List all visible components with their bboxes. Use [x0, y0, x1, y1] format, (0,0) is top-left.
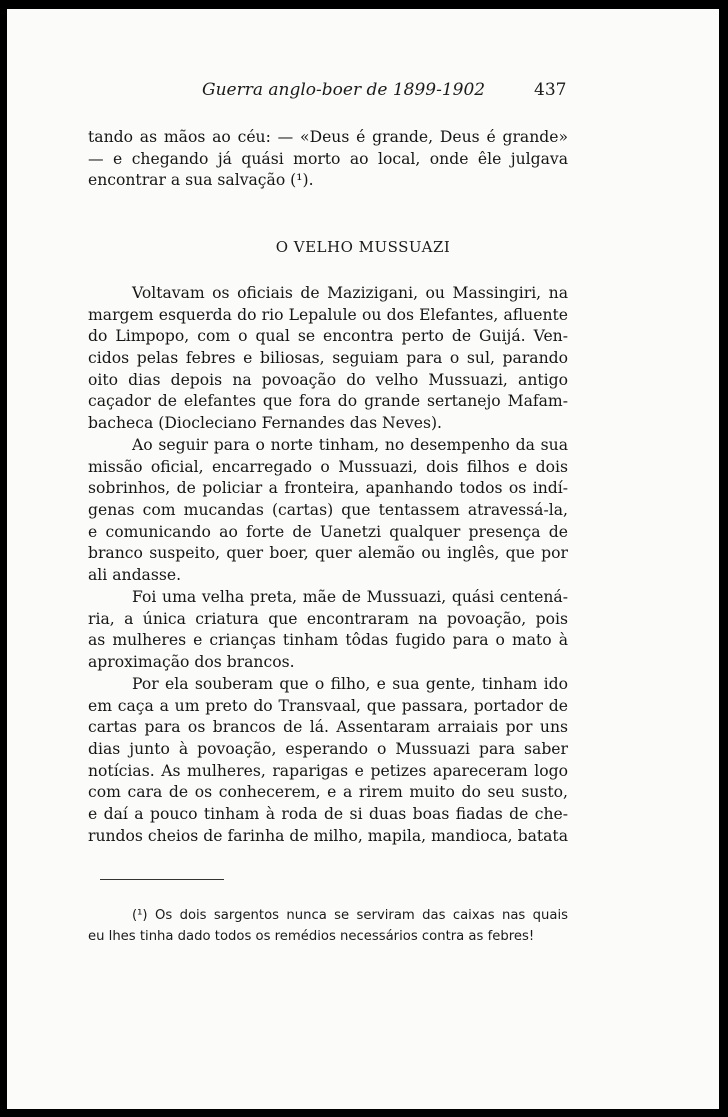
paragraph-1: [88, 283, 568, 435]
text-line: tando as mãos ao céu: — «Deus é grande, Deus é grande»: [88, 128, 568, 146]
text-line: cartas para os brancos de lá. Assentaram arraiais por uns: [88, 718, 568, 737]
text-line: ria, a única criatura que encontraram na povoação, pois: [88, 609, 568, 628]
text-line: encontrar a sua salvação (¹).: [88, 171, 314, 190]
text-line: missão oficial, encarregado o Mussuazi, dois filhos e dois: [88, 457, 568, 476]
text-line: e daí a pouco tinham à roda de si duas boas fiadas de che-: [88, 805, 568, 824]
text-line: aproximação dos brancos.: [88, 653, 295, 672]
text-line: dias junto à povoação, esperando o Mussuazi para saber: [88, 740, 568, 759]
text-line: do Limpopo, com o qual se encontra perto de Guijá. Ven-: [88, 327, 568, 346]
text-line: com cara de os conhecerem, e a rirem muito do seu susto,: [88, 783, 568, 802]
text-line: genas com mucandas (cartas) que tentassem atravessá-la,: [88, 501, 568, 520]
text-line: e comunicando ao forte de Uanetzi qualquer presença de: [88, 522, 568, 541]
intro-paragraph: [88, 127, 568, 192]
text-line: cidos pelas febres e biliosas, seguiam para o sul, parando: [88, 349, 568, 368]
text-line: bacheca (Diocleciano Fernandes das Neves).: [88, 414, 442, 433]
running-title: Guerra anglo-boer de 1899-1902: [202, 80, 486, 100]
page-number: 437: [534, 80, 567, 100]
text-line: oito dias depois na povoação do velho Mussuazi, antigo: [88, 370, 568, 389]
text-line: Ao seguir para o norte tinham, no desempenho da sua: [132, 436, 568, 454]
footnote: [88, 905, 568, 947]
book-page: [7, 9, 719, 1109]
footnote-line: (¹) Os dois sargentos nunca se serviram das caixas nas quais: [132, 908, 568, 923]
text-line: as mulheres e crianças tinham tôdas fugido para o mato à: [88, 631, 568, 650]
footnote-line: eu lhes tinha dado todos os remédios necessários contra as febres!: [88, 929, 535, 944]
text-line: rundos cheios de farinha de milho, mapila, mandioca, batata: [88, 826, 568, 845]
paragraph-2: [88, 435, 568, 587]
text-line: branco suspeito, quer boer, quer alemão ou inglês, que por: [88, 544, 568, 563]
paragraph-3: [88, 587, 568, 674]
text-line: margem esquerda do rio Lepalule ou dos Elefantes, afluente: [88, 305, 568, 324]
text-line: ali andasse.: [88, 566, 182, 585]
text-line: Por ela souberam que o filho, e sua gente, tinham ido: [132, 675, 568, 693]
text-line: — e chegando já quási morto ao local, onde êle julgava: [88, 149, 568, 168]
running-header: [7, 80, 719, 102]
text-line: caçador de elefantes que fora do grande sertanejo Mafam-: [88, 392, 568, 411]
text-line: notícias. As mulheres, raparigas e petizes apareceram logo: [88, 761, 568, 780]
text-line: Voltavam os oficiais de Mazizigani, ou Massingiri, na: [132, 284, 568, 302]
section-heading: O VELHO MUSSUAZI: [275, 238, 451, 256]
text-line: Foi uma velha preta, mãe de Mussuazi, quási centená-: [132, 588, 568, 606]
text-line: em caça a um preto do Transvaal, que passara, portador de: [88, 696, 568, 715]
paragraph-4: [88, 674, 568, 848]
text-line: sobrinhos, de policiar a fronteira, apanhando todos os indí-: [88, 479, 568, 498]
footnote-rule: [100, 879, 224, 880]
